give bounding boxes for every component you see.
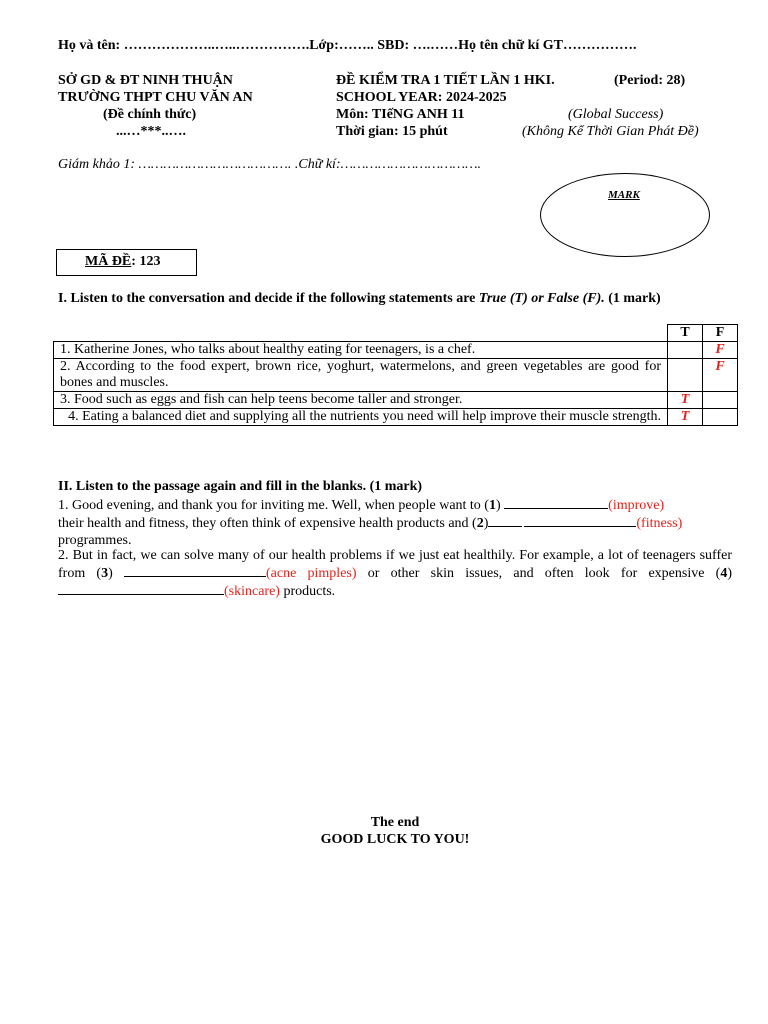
blank-3[interactable] <box>124 564 266 577</box>
col-t-header: T <box>668 325 703 342</box>
section1-title <box>58 291 661 307</box>
section1-title-tf: True (T) or False (F). <box>478 291 605 306</box>
col-f-header: F <box>703 325 738 342</box>
answer-t-3[interactable]: T <box>668 392 703 409</box>
blank-2b[interactable] <box>524 514 636 527</box>
statement-1: 1. Katherine Jones, who talks about healthy eating for teenagers, is a chef. <box>54 342 668 359</box>
answer-t-1[interactable] <box>668 342 703 359</box>
answer-t-4[interactable]: T <box>668 409 703 426</box>
answer-2: (fitness) <box>636 516 683 531</box>
blank-number-4: 4 <box>720 566 728 581</box>
answer-f-2[interactable]: F <box>703 359 738 392</box>
student-info-line: Họ và tên: ………………..…..…………….Lớp:…….. SBD: ….……Họ tên chữ kí GT……………. <box>58 38 637 53</box>
table-row <box>54 359 738 392</box>
section1-title-mark: (1 mark) <box>604 291 661 306</box>
time-label: Thời gian: 15 phút <box>336 124 448 139</box>
statement-2: 2. According to the food expert, brown rice, yoghurt, watermelons, and green vegetables are good for bones and muscles. <box>54 359 668 392</box>
passage-paragraph-1 <box>58 496 732 549</box>
answer-1: (improve) <box>608 498 665 513</box>
the-end-label: The end <box>370 815 420 830</box>
section2-title: II. Listen to the passage again and fill in the blanks. (1 mark) <box>58 479 423 494</box>
blank-number-1: 1 <box>488 498 496 513</box>
blank-2a[interactable] <box>488 514 522 527</box>
table-row <box>54 392 738 409</box>
blank-4[interactable] <box>58 582 224 595</box>
period-label: (Period: 28) <box>614 73 686 88</box>
table-row <box>54 409 738 426</box>
exam-code-label: MÃ ĐỀ <box>85 254 132 269</box>
blank-1[interactable] <box>504 496 608 509</box>
section1-title-text: I. Listen to the conversation and decide if the following statements are <box>58 291 479 306</box>
header-blank-cell <box>54 325 668 342</box>
answer-f-4[interactable] <box>703 409 738 426</box>
good-luck-label: GOOD LUCK TO YOU! <box>320 832 470 847</box>
answer-t-2[interactable] <box>668 359 703 392</box>
global-success-label: (Global Success) <box>568 107 664 122</box>
table-row <box>54 342 738 359</box>
statement-4: 4. Eating a balanced diet and supplying all the nutrients you need will help improve their muscle strength. <box>54 409 668 426</box>
passage-paragraph-2 <box>58 547 732 600</box>
p1-text-e: programmes. <box>58 533 132 548</box>
examiner-line: Giám khảo 1: ………………………………. .Chữ kí:……………………………. <box>58 157 482 172</box>
answer-3: (acne pimples) <box>266 566 357 581</box>
school-name: TRƯỜNG THPT CHU VĂN AN <box>58 90 253 105</box>
true-false-table <box>53 324 738 426</box>
p2-text-a: 2. But in fact, we can solve many of our health problems if we just eat healthily. For example, a lot of teenagers suffer from ( <box>58 548 732 581</box>
mark-label: MARK <box>608 189 640 201</box>
p2-text-b: ) <box>108 566 124 581</box>
time-note: (Không Kể Thời Gian Phát Đề) <box>522 124 699 139</box>
subject-label: Môn: TIếNG ANH 11 <box>336 107 465 122</box>
p2-text-d: ) <box>727 566 732 581</box>
answer-4: (skincare) <box>224 584 280 599</box>
p1-text-a: 1. Good evening, and thank you for inviting me. Well, when people want to ( <box>58 498 489 513</box>
answer-f-1[interactable]: F <box>703 342 738 359</box>
exam-code-value: : 123 <box>131 254 161 269</box>
p2-text-e: products. <box>279 584 336 599</box>
p1-text-b: ) <box>495 498 505 513</box>
department-name: SỞ GD & ĐT NINH THUẬN <box>58 73 233 88</box>
p1-text-d: ) <box>483 516 489 531</box>
statement-3: 3. Food such as eggs and fish can help teens become taller and stronger. <box>54 392 668 409</box>
p1-text-c: their health and fitness, they often think of expensive health products and ( <box>58 516 477 531</box>
table-header-row <box>54 325 738 342</box>
official-label: (Đề chính thức) <box>103 107 197 122</box>
school-year: SCHOOL YEAR: 2024-2025 <box>336 90 507 105</box>
blank-number-2: 2 <box>476 516 484 531</box>
exam-code-box <box>56 249 197 276</box>
answer-f-3[interactable] <box>703 392 738 409</box>
p2-text-c: or other skin issues, and often look for expensive ( <box>356 566 721 581</box>
stars-divider: ...…***..…. <box>116 124 186 139</box>
blank-number-3: 3 <box>101 566 109 581</box>
mark-box <box>540 173 710 257</box>
exam-title: ĐỀ KIỂM TRA 1 TIẾT LẦN 1 HKI. <box>336 73 555 88</box>
